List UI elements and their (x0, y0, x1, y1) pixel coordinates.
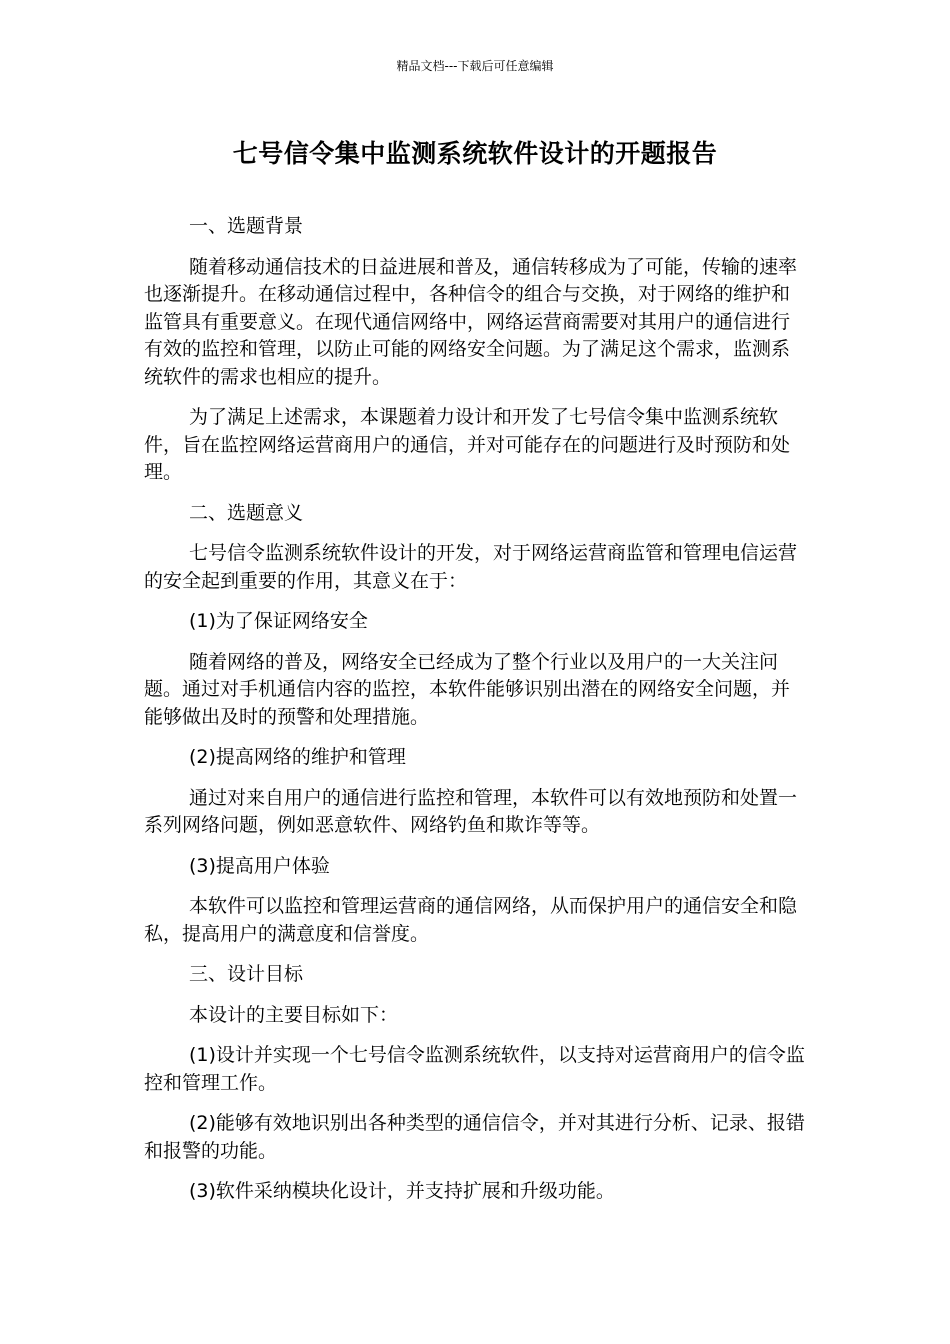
section-heading-significance: 二、选题意义 (189, 501, 304, 524)
list-item: (1)设计并实现一个七号信令监测系统软件，以支持对运营商用户的信令监控和管理工作。 (144, 1044, 805, 1094)
section-heading-goals: 三、设计目标 (189, 963, 304, 985)
list-item: (3)软件采纳模块化设计，并支持扩展和升级功能。 (189, 1180, 615, 1202)
body-paragraph: 通过对来自用户的通信进行监控和管理，本软件可以有效地预防和处置一系列网络问题，例如恶意软件、网络钓鱼和欺诈等等。 (144, 786, 798, 836)
subheading-item: (2)提高网络的维护和管理 (189, 746, 406, 768)
document-body (144, 213, 808, 1219)
body-paragraph: 本软件可以监控和管理运营商的通信网络，从而保护用户的通信安全和隐私，提高用户的满意度和信誉度。 (144, 895, 798, 945)
page-header (0, 57, 950, 75)
section-heading-background: 一、选题背景 (189, 215, 304, 237)
body-paragraph: 本设计的主要目标如下： (189, 1003, 399, 1026)
body-paragraph: 随着移动通信技术的日益进展和普及，通信转移成为了可能，传输的速率也逐渐提升。在移动通信过程中，各种信令的组合与交换，对于网络的维护和监管具有重要意义。在现代通信网络中，网络运营商需要对其用户的通信进行有效的监控和管理，以防止可能的网络安全问题。为了满足这个需求，监测系统软件的需求也相应的提升。 (144, 255, 798, 388)
document-title: 七号信令集中监测系统软件设计的开题报告 (232, 139, 718, 168)
body-paragraph: 七号信令监测系统软件设计的开发，对于网络运营商监管和管理电信运营的安全起到重要的作用，其意义在于： (144, 542, 798, 592)
subheading-item: (3)提高用户体验 (189, 854, 330, 877)
header-text: 精品文档---下载后可任意编辑 (396, 59, 554, 73)
subheading-item: (1)为了保证网络安全 (189, 610, 368, 632)
body-paragraph: 随着网络的普及，网络安全已经成为了整个行业以及用户的一大关注问题。通过对手机通信内容的监控，本软件能够识别出潜在的网络安全问题，并能够做出及时的预警和处理措施。 (144, 650, 791, 728)
list-item: (2)能够有效地识别出各种类型的通信信令，并对其进行分析、记录、报错和报警的功能。 (144, 1112, 805, 1162)
body-paragraph: 为了满足上述需求，本课题着力设计和开发了七号信令集中监测系统软件，旨在监控网络运营商用户的通信，并对可能存在的问题进行及时预防和处理。 (144, 406, 791, 483)
